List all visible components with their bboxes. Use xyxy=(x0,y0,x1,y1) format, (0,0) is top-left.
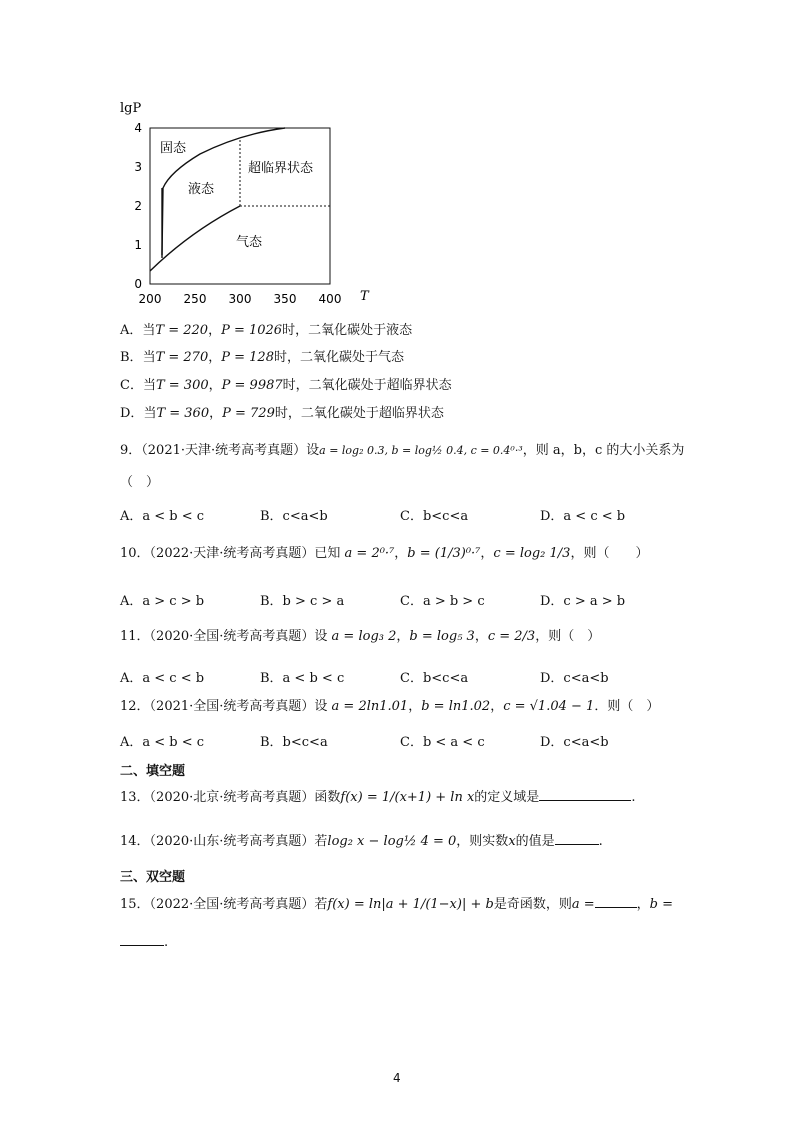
q8-option-c: C．当T = 300，P = 9987时，二氧化碳处于超临界状态 xyxy=(120,378,452,393)
q9-option-d: D．a < c < b xyxy=(540,509,626,524)
q15-stem: 15．（2022·全国·统考高考真题）若f(x) = ln|a + 1/(1−x)| + b是奇函数，则a = ，b = xyxy=(120,897,673,912)
q12-option-a: A．a < b < c xyxy=(120,735,205,750)
q14-answer-blank[interactable] xyxy=(555,832,599,845)
q9-paren: （ ） xyxy=(120,475,160,490)
x-tick-300: 300 xyxy=(228,292,252,306)
q8-option-a: A．当T = 220，P = 1026时，二氧化碳处于液态 xyxy=(120,323,413,338)
q10-stem: 10．（2022·天津·统考高考真题）已知 a = 2⁰·⁷，b = (1/3)⁰·⁷，c = log₂ 1/3，则（ ） xyxy=(120,546,649,561)
y-tick-2: 2 xyxy=(134,199,142,213)
y-axis-label: lgP xyxy=(120,101,142,116)
q12-option-d: D．c<a<b xyxy=(540,735,609,750)
q10-option-d: D．c > a > b xyxy=(540,594,626,609)
q8-option-d: D．当T = 360，P = 729时，二氧化碳处于超临界状态 xyxy=(120,406,444,421)
q12-stem: 12．（2021·全国·统考高考真题）设 a = 2ln1.01，b = ln1.02，c = √1.04 − 1．则（ ） xyxy=(120,699,660,714)
section-double-blank-heading: 三、双空题 xyxy=(120,870,186,885)
y-tick-3: 3 xyxy=(134,160,142,174)
page-number: 4 xyxy=(393,1071,401,1085)
x-tick-350: 350 xyxy=(273,292,297,306)
q9-option-a: A．a < b < c xyxy=(120,509,205,524)
x-tick-250: 250 xyxy=(183,292,207,306)
gas-liquid-curve xyxy=(150,206,240,271)
q13-stem: 13．（2020·北京·统考高考真题）函数f(x) = 1/(x+1) + ln x的定义域是 . xyxy=(120,790,636,805)
q8-option-b: B．当T = 270，P = 128时，二氧化碳处于气态 xyxy=(120,350,404,365)
q15-answer-b-blank[interactable] xyxy=(120,933,164,946)
region-solid: 固态 xyxy=(160,141,187,156)
region-supercritical: 超临界状态 xyxy=(248,161,314,176)
region-gas: 气态 xyxy=(236,235,263,250)
x-tick-400: 400 xyxy=(318,292,342,306)
q10-option-c: C．a > b > c xyxy=(400,594,485,609)
q15-answer-a-blank[interactable] xyxy=(595,895,637,908)
phase-diagram xyxy=(100,92,400,314)
x-axis-label: T xyxy=(360,289,369,304)
q10-option-a: A．a > c > b xyxy=(120,594,205,609)
q11-option-c: C．b<c<a xyxy=(400,671,469,686)
q12-option-c: C．b < a < c xyxy=(400,735,485,750)
y-tick-1: 1 xyxy=(134,238,142,252)
q13-answer-blank[interactable] xyxy=(539,788,631,801)
x-tick-200: 200 xyxy=(138,292,162,306)
q14-stem: 14．（2020·山东·统考高考真题）若log₂ x − log½ 4 = 0，则实数x的值是 . xyxy=(120,834,603,849)
q9-option-c: C．b<c<a xyxy=(400,509,469,524)
q11-option-a: A．a < c < b xyxy=(120,671,205,686)
q11-stem: 11．（2020·全国·统考高考真题）设 a = log₃ 2，b = log₅ 3，c = 2/3，则（ ） xyxy=(120,629,601,644)
q15-continuation: . xyxy=(120,933,168,952)
q12-option-b: B．b<c<a xyxy=(260,735,328,750)
region-liquid: 液态 xyxy=(188,182,215,197)
q11-option-d: D．c<a<b xyxy=(540,671,609,686)
q10-option-b: B．b > c > a xyxy=(260,594,345,609)
y-tick-4: 4 xyxy=(134,121,142,135)
q9-option-b: B．c<a<b xyxy=(260,509,328,524)
section-fill-blank-heading: 二、填空题 xyxy=(120,764,186,779)
q9-stem: 9．（2021·天津·统考高考真题）设a = log₂ 0.3, b = log½ 0.4, c = 0.4⁰·³，则 a，b，c 的大小关系为 xyxy=(120,443,685,458)
q11-option-b: B．a < b < c xyxy=(260,671,345,686)
y-tick-0: 0 xyxy=(134,277,142,291)
